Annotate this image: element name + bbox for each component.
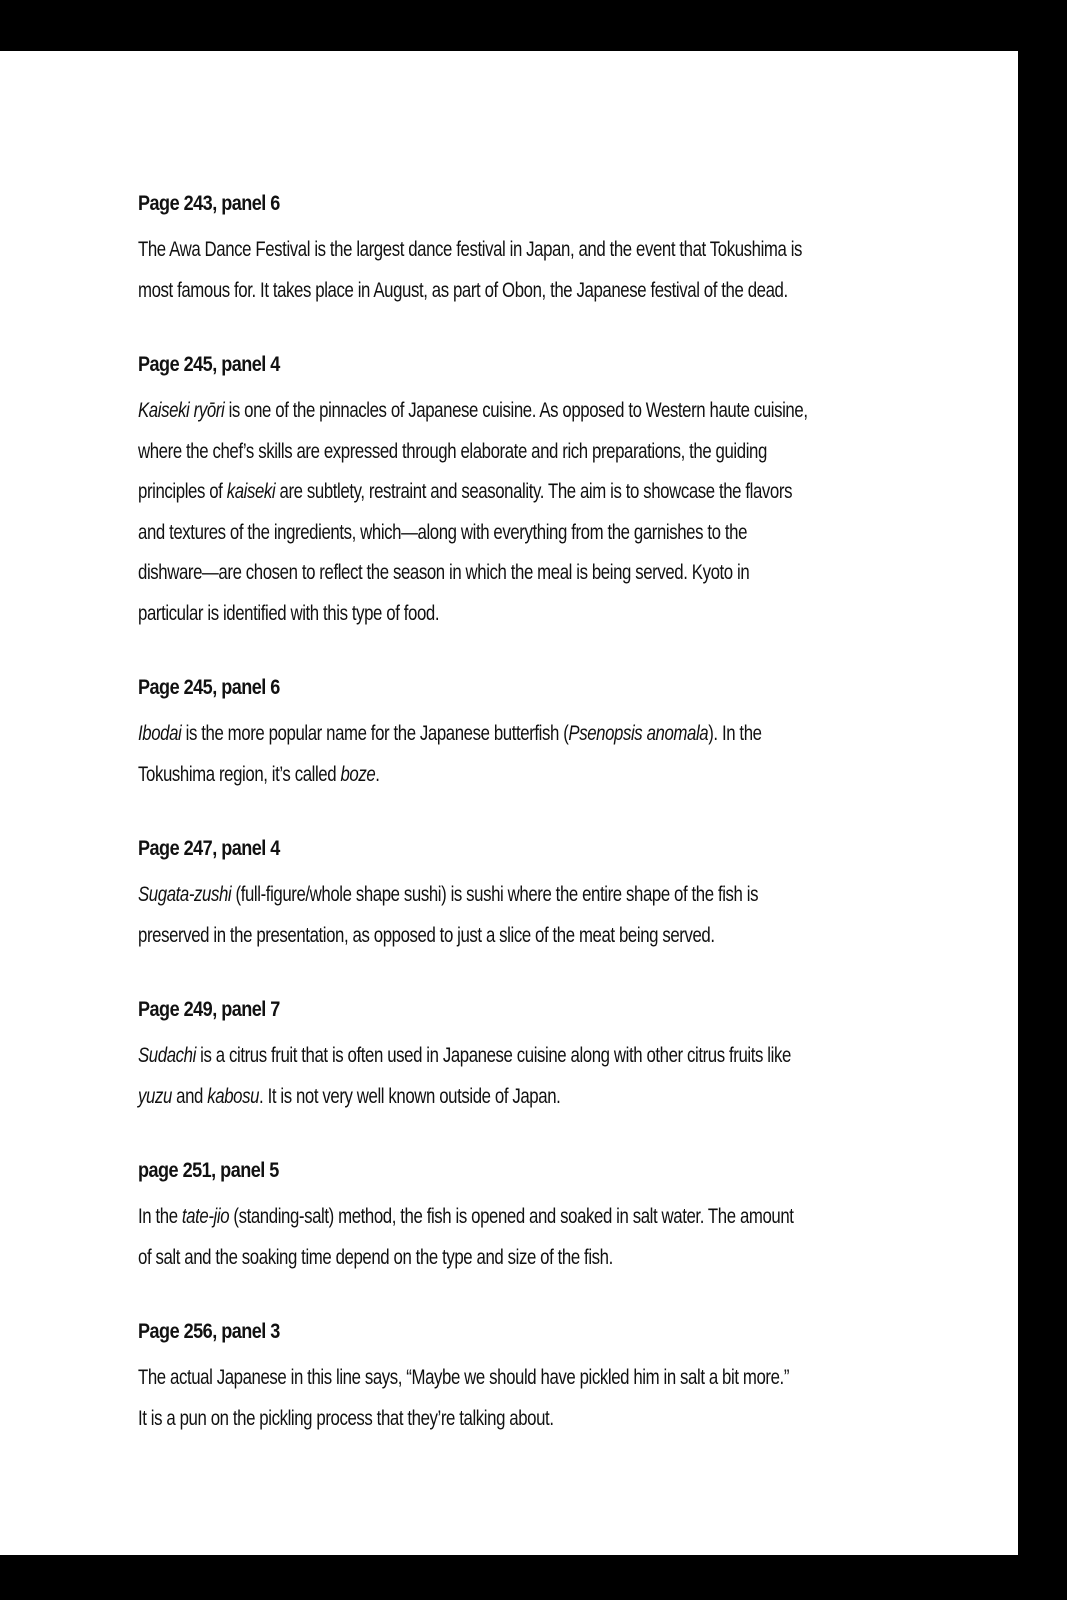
text-run: preserved in the presentation, as opposed to just a slice of the meat being served. [138,923,715,947]
text-run: dishware—are chosen to reflect the season in which the meal is being served. Kyoto in [138,561,750,584]
text-run: (full-figure/whole shape sushi) is sushi where the entire shape of the fish is [231,883,759,906]
note-line [138,1358,898,1399]
note-body [138,875,898,956]
note-line [138,513,898,554]
text-run: of salt and the soaking time depend on the type and size of the fish. [138,1245,613,1269]
note-heading: page 251, panel 5 [138,1159,279,1182]
note-body [138,1358,898,1439]
note-block [138,836,898,956]
note-block [138,352,898,634]
italic-term: boze [340,762,376,786]
note-line [138,1197,898,1238]
text-run: It is a pun on the pickling process that they’re talking about. [138,1406,554,1430]
note-line [138,594,898,635]
text-run: In the [138,1205,182,1228]
note-block [138,191,898,311]
text-run: principles of [138,480,227,503]
note-line [138,472,898,513]
text-run: . [375,762,380,786]
text-run: and [171,1084,208,1108]
note-line [138,1036,898,1077]
note-block [138,675,898,795]
note-line [138,714,898,755]
note-body [138,230,898,311]
text-run: most famous for. It takes place in August, as part of Obon, the Japanese festival of the dead. [138,278,788,302]
text-run: ). In the [708,722,762,745]
note-line [138,1238,898,1279]
note-heading: Page 256, panel 3 [138,1320,280,1343]
book-page [0,51,1018,1555]
italic-term: Sudachi [138,1044,196,1067]
note-body [138,714,898,795]
note-body [138,1197,898,1278]
text-run: particular is identified with this type of food. [138,601,440,625]
note-heading: Page 247, panel 4 [138,837,280,860]
italic-term: Psenopsis anomala [568,722,709,745]
text-run: The Awa Dance Festival is the largest dance festival in Japan, and the event that Tokushima is [138,238,803,261]
text-run: The actual Japanese in this line says, “Maybe we should have pickled him in salt a bit more.” [138,1366,790,1389]
note-heading: Page 249, panel 7 [138,998,280,1021]
note-line [138,271,898,312]
note-block [138,1319,898,1439]
italic-term: tate-jio [181,1205,230,1228]
note-line [138,1399,898,1440]
note-heading: Page 245, panel 4 [138,353,280,376]
text-run: . It is not very well known outside of Japan. [259,1084,561,1108]
note-line [138,391,898,432]
note-body [138,391,898,634]
text-run: (standing-salt) method, the fish is opened and soaked in salt water. The amount [229,1205,794,1228]
text-run: where the chef’s skills are expressed through elaborate and rich preparations, the guiding [138,439,767,463]
text-run: and textures of the ingredients, which—along with everything from the garnishes to the [138,520,748,544]
italic-term: kaiseki [226,480,276,503]
note-line [138,916,898,957]
note-line [138,230,898,271]
note-line [138,553,898,594]
text-run: is a citrus fruit that is often used in Japanese cuisine along with other citrus fruits like [195,1044,791,1067]
text-run: is the more popular name for the Japanese butterfish ( [181,722,569,745]
note-block [138,997,898,1117]
note-block [138,1158,898,1278]
note-heading: Page 245, panel 6 [138,676,280,699]
note-body [138,1036,898,1117]
italic-term: Ibodai [138,722,182,745]
italic-term: Kaiseki ryōri [138,399,225,422]
note-line [138,1077,898,1118]
note-heading: Page 243, panel 6 [138,192,280,215]
translation-notes [138,191,898,1480]
text-run: are subtlety, restraint and seasonality. The aim is to showcase the flavors [275,480,793,503]
text-run: is one of the pinnacles of Japanese cuisine. As opposed to Western haute cuisine, [224,399,808,422]
note-line [138,432,898,473]
note-line [138,875,898,916]
italic-term: Sugata-zushi [138,883,232,906]
italic-term: kabosu [207,1084,260,1108]
italic-term: yuzu [138,1084,172,1108]
text-run: Tokushima region, it’s called [138,762,341,786]
note-line [138,755,898,796]
